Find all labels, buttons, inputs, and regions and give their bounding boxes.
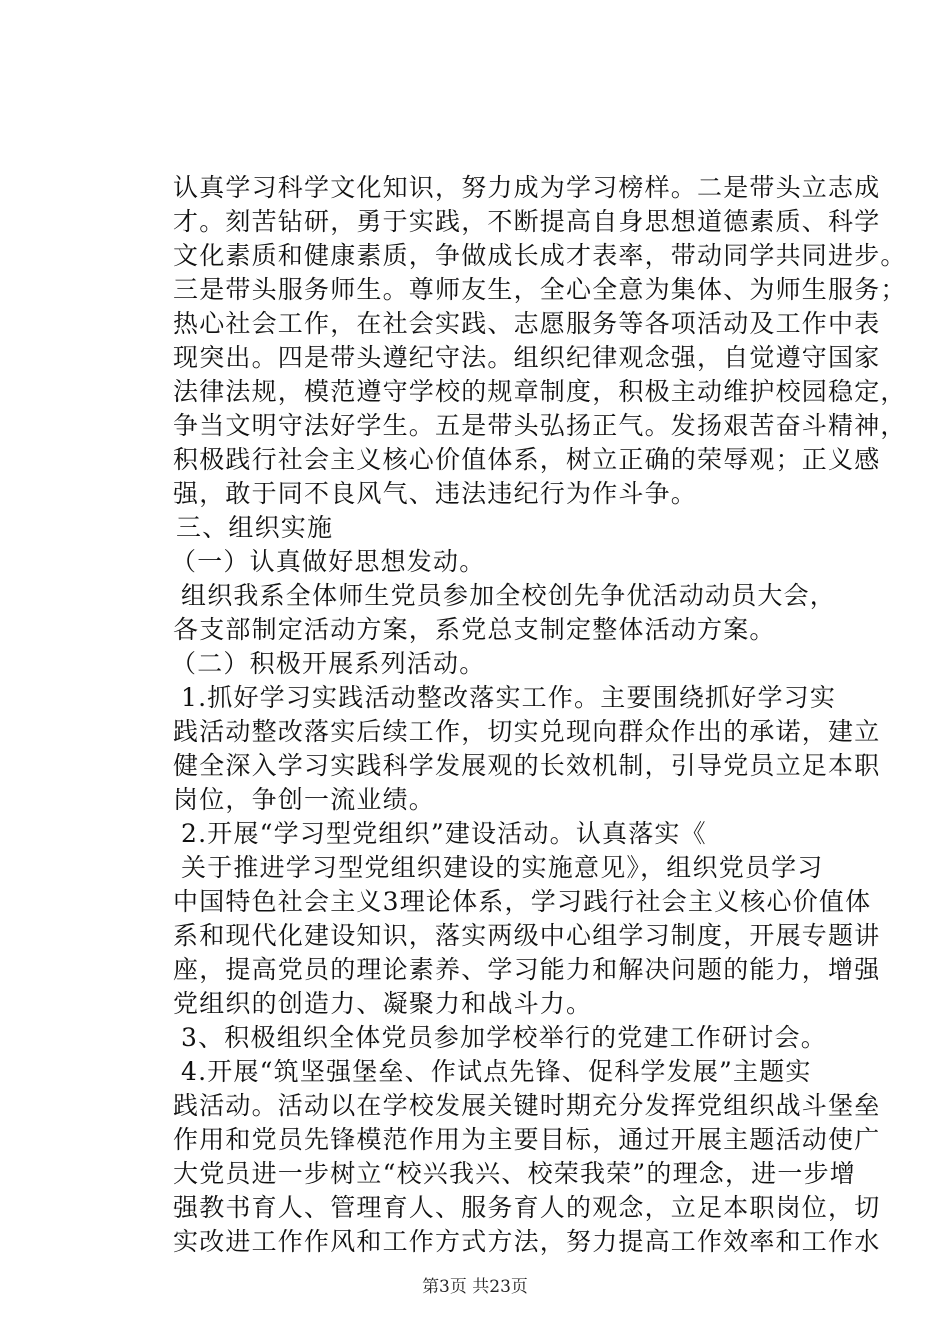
text-line: 健全深入学习实践科学发展观的长效机制，引导党员立足本职 [173, 751, 881, 780]
text-line: 三是带头服务师生。尊师友生，全心全意为集体、为师生服务； [173, 275, 907, 304]
text-line: 争当文明守法好学生。五是带头弘扬正气。发扬艰苦奋斗精神， [173, 411, 907, 440]
text-line: 积极践行社会主义核心价值体系，树立正确的荣辱观；正义感 [173, 445, 881, 474]
text-line: 现突出。四是带头遵纪守法。组织纪律观念强，自觉遵守国家 [173, 343, 881, 372]
text-line: 1.抓好学习实践活动整改落实工作。主要围绕抓好学习实 [181, 683, 837, 712]
text-line: 座，提高党员的理论素养、学习能力和解决问题的能力，增强 [173, 955, 881, 984]
text-line: 文化素质和健康素质，争做成长成才表率，带动同学共同进步。 [173, 241, 907, 270]
text-line: 才。刻苦钻研，勇于实践，不断提高自身思想道德素质、科学 [173, 207, 881, 236]
text-line: 大党员进一步树立“校兴我兴、校荣我荣”的理念，进一步增 [173, 1159, 856, 1188]
section-heading: 三、组织实施 [176, 513, 334, 542]
text-line: 作用和党员先锋模范作用为主要目标，通过开展主题活动使广 [173, 1125, 881, 1154]
text-line: 各支部制定活动方案，系党总支制定整体活动方案。 [173, 615, 776, 644]
text-line: 法律法规，模范遵守学校的规章制度，积极主动维护校园稳定， [173, 377, 907, 406]
text-line: 践活动整改落实后续工作，切实兑现向群众作出的承诺，建立 [173, 717, 881, 746]
text-line: 实改进工作作风和工作方式方法，努力提高工作效率和工作水 [173, 1227, 881, 1256]
text-line: 热心社会工作，在社会实践、志愿服务等各项活动及工作中表 [173, 309, 881, 338]
subsection-heading: （一）认真做好思想发动。 [171, 547, 486, 576]
text-line: 3、积极组织全体党员参加学校举行的党建工作研讨会。 [181, 1023, 827, 1052]
text-line: 党组织的创造力、凝聚力和战斗力。 [173, 989, 593, 1018]
subsection-heading: （二）积极开展系列活动。 [171, 649, 486, 678]
page-footer: 第3页 共23页 [422, 1277, 528, 1297]
text-line: 系和现代化建设知识，落实两级中心组学习制度，开展专题讲 [173, 921, 881, 950]
text-line: 中国特色社会主义3理论体系，学习践行社会主义核心价值体 [173, 887, 872, 916]
text-line: 关于推进学习型党组织建设的实施意见》，组织党员学习 [181, 853, 824, 882]
text-line: 组织我系全体师生党员参加全校创先争优活动动员大会， [181, 581, 837, 610]
text-line: 强教书育人、管理育人、服务育人的观念，立足本职岗位，切 [173, 1193, 881, 1222]
text-line: 认真学习科学文化知识，努力成为学习榜样。二是带头立志成 [173, 173, 881, 202]
text-line: 强，敢于同不良风气、违法违纪行为作斗争。 [173, 479, 698, 508]
text-line: 2.开展“学习型党组织”建设活动。认真落实《 [181, 819, 707, 848]
text-line: 岗位，争创一流业绩。 [173, 785, 436, 814]
text-line: 4.开展“筑坚强堡垒、作试点先锋、促科学发展”主题实 [181, 1057, 812, 1086]
text-line: 践活动。活动以在学校发展关键时期充分发挥党组织战斗堡垒 [173, 1091, 881, 1120]
